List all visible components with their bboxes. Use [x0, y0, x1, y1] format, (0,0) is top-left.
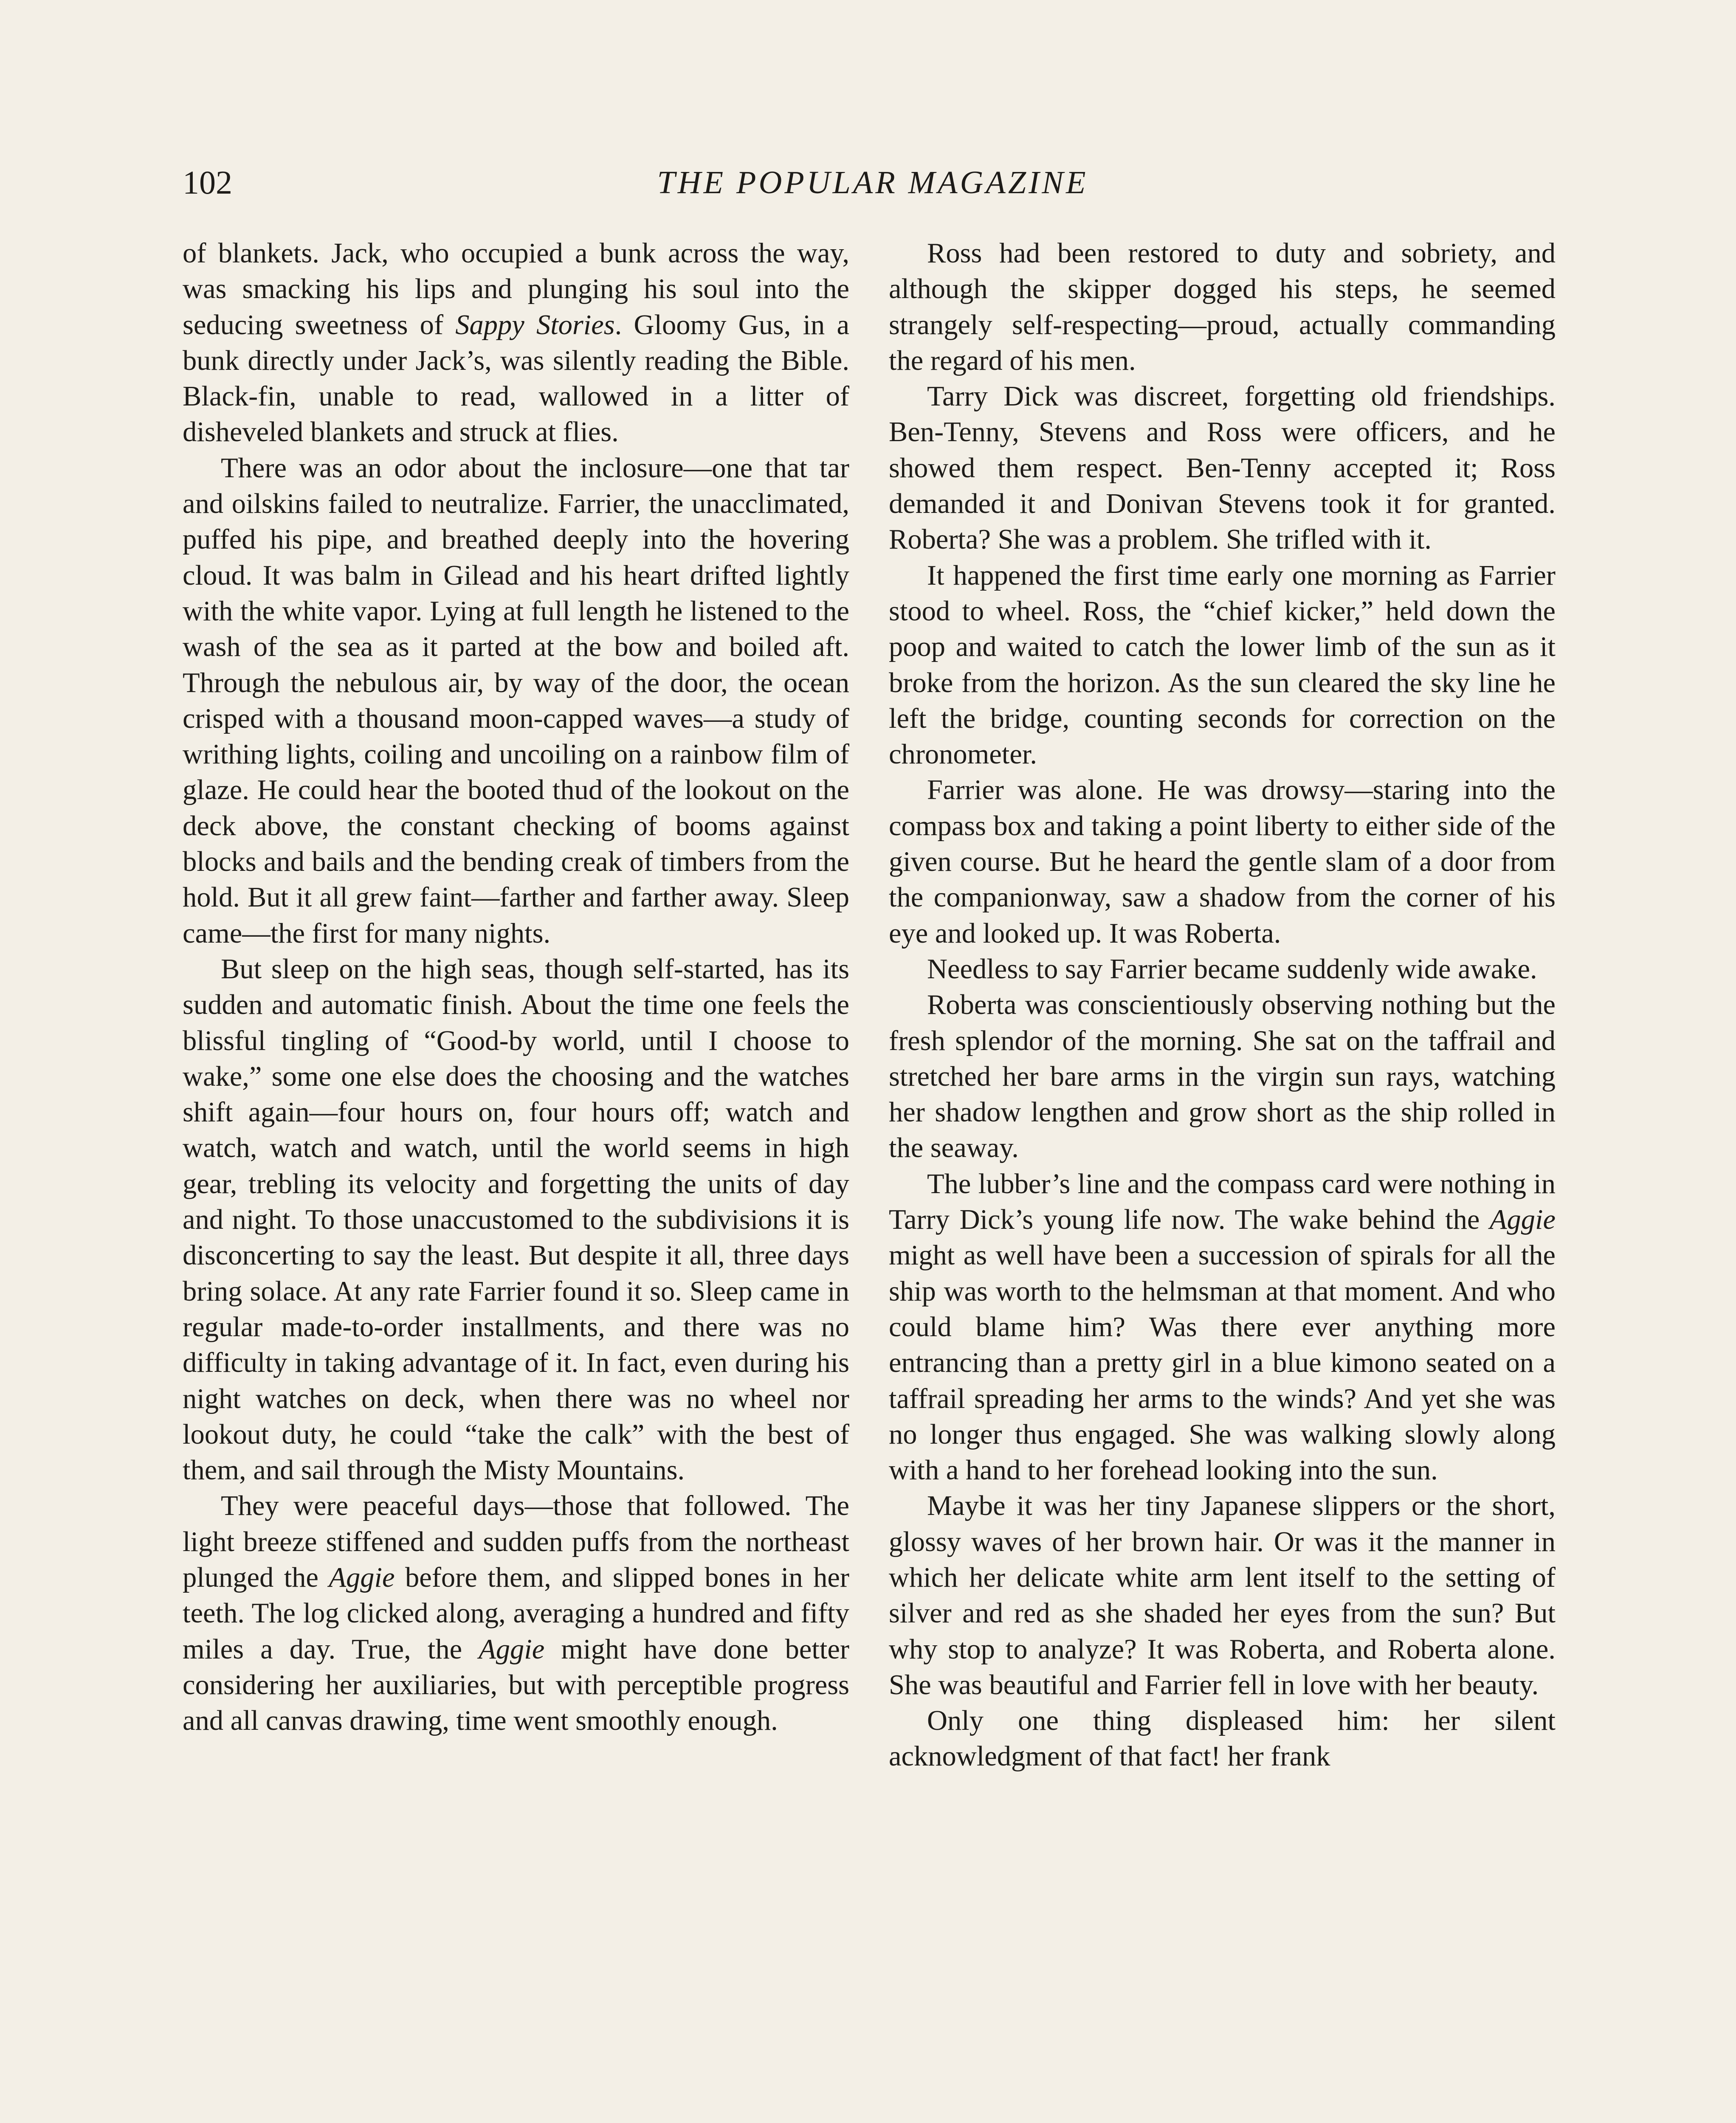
- running-title: THE POPULAR MAGAZINE: [657, 165, 1088, 200]
- text-run: before them, and slipped bones in her teeth. The log clicked along, averaging a hundred and fifty miles a day. True, the: [183, 1562, 849, 1665]
- italic-text: Aggie: [1489, 1204, 1556, 1236]
- paragraph: [889, 1703, 1556, 1775]
- paragraph: [889, 1488, 1556, 1703]
- text-run: Maybe it was her tiny Japanese slippers or the short, glossy waves of her brown hair. Or was it the manner in which her delicate white arm lent itself to the setting of silver and red as she shaded her eyes from the sun? But why stop to analyze? It was Roberta, and Roberta alone. She was beautiful and Farrier fell in love with her beauty.: [889, 1490, 1556, 1701]
- paragraph: [183, 451, 849, 952]
- text-run: Roberta was conscientiously observing nothing but the fresh splendor of the morning. She sat on the taffrail and stretched her bare arms in the virgin sun rays, watching her shadow lengthen and grow short as the ship rolled in the seaway.: [889, 989, 1556, 1164]
- right-text-column: [889, 236, 1556, 1775]
- paragraph: [889, 952, 1556, 987]
- paragraph: [889, 987, 1556, 1166]
- paragraph: [183, 236, 849, 451]
- text-run: might have done better considering her auxiliaries, but with perceptible progress and all canvas drawing, time went smoothly enough.: [183, 1633, 849, 1737]
- italic-text: Aggie: [479, 1633, 545, 1665]
- text-run: But sleep on the high seas, though self-started, has its sudden and automatic finish. About the time one feels the blissful tingling of “Good-by world, until I choose to wake,” some one else does the choosing and the watches shift again—four hours on, four hours off; watch and watch, watch and watch, until the world seems in high gear, trebling its velocity and forgetting the units of day and night. To those unaccustomed to the subdivisions it is disconcerting to say the least. But despite it all, three days bring solace. At any rate Farrier found it so. Sleep came in regular made-to-order installments, and there was no difficulty in taking advantage of it. In fact, even during his night watches on deck, when there was no wheel nor lookout duty, he could “take the calk” with the best of them, and sail through the Misty Mountains.: [183, 953, 849, 1486]
- italic-text: Aggie: [329, 1562, 395, 1593]
- text-run: Ross had been restored to duty and sobriety, and although the skipper dogged his steps, he seemed strangely self-respecting—proud, actually commanding the regard of his men.: [889, 238, 1556, 376]
- text-run: Only one thing displeased him: her silent acknowledgment of that fact! her frank: [889, 1705, 1556, 1772]
- text-run: Needless to say Farrier became suddenly wide awake.: [927, 953, 1537, 985]
- text-run: The lubber’s line and the compass card were nothing in Tarry Dick’s young life now. The wake behind the: [889, 1168, 1556, 1236]
- text-run: They were peaceful days—those that followed. The light breeze stiffened and sudden puffs from the northeast plunged the: [183, 1490, 849, 1593]
- text-run: . Gloomy Gus, in a bunk directly under Jack’s, was silently reading the Bible. Black-fin, unable to read, wallowed in a litter of disheveled blankets and struck at flies.: [183, 309, 849, 448]
- page-header: [183, 159, 1563, 206]
- paragraph: [889, 379, 1556, 557]
- text-run: of blankets. Jack, who occupied a bunk across the way, was smacking his lips and plunging his soul into the seducing sweetness of: [183, 238, 849, 341]
- paragraph: [889, 1166, 1556, 1489]
- paragraph: [183, 1488, 849, 1739]
- italic-text: Sappy Stories: [455, 309, 615, 341]
- paragraph: [889, 558, 1556, 773]
- paragraph: [183, 952, 849, 1488]
- text-run: might as well have been a succession of spirals for all the ship was worth to the helmsman at that moment. And who could blame him? Was there ever anything more entrancing than a pretty girl in a blue kimono seated on a taffrail spreading her arms to the winds? And yet she was no longer thus engaged. She was walking slowly along with a hand to her forehead looking into the sun.: [889, 1240, 1556, 1486]
- text-run: It happened the first time early one morning as Farrier stood to wheel. Ross, the “chief kicker,” held down the poop and waited to catch the lower limb of the sun as it broke from the horizon. As the sun cleared the sky line he left the bridge, counting seconds for correction on the chronometer.: [889, 560, 1556, 770]
- text-run: Farrier was alone. He was drowsy—staring into the compass box and taking a point liberty to either side of the given course. But he heard the gentle slam of a door from the companionway, saw a shadow from the corner of his eye and looked up. It was Roberta.: [889, 774, 1556, 949]
- text-run: There was an odor about the inclosure—one that tar and oilskins failed to neutralize. Farrier, the unacclimated, puffed his pipe, and breathed deeply into the hovering cloud. It was balm in Gilead and his heart drifted lightly with the white vapor. Lying at full length he listened to the wash of the sea as it parted at the bow and boiled aft. Through the nebulous air, by way of the door, the ocean crisped with a thousand moon-capped waves—a study of writhing lights, coiling and uncoiling on a rainbow film of glaze. He could hear the booted thud of the lookout on the deck above, the constant checking of booms against blocks and bails and the bending creak of timbers from the hold. But it all grew faint—farther and farther away. Sleep came—the first for many nights.: [183, 452, 849, 949]
- paragraph: [889, 236, 1556, 379]
- left-text-column: [183, 236, 849, 1739]
- paragraph: [889, 772, 1556, 951]
- text-run: Tarry Dick was discreet, forgetting old friendships. Ben-Tenny, Stevens and Ross were officers, and he showed them respect. Ben-Tenny accepted it; Ross demanded it and Donivan Stevens took it for granted. Roberta? She was a problem. She trifled with it.: [889, 381, 1556, 555]
- page-number: 102: [183, 164, 232, 201]
